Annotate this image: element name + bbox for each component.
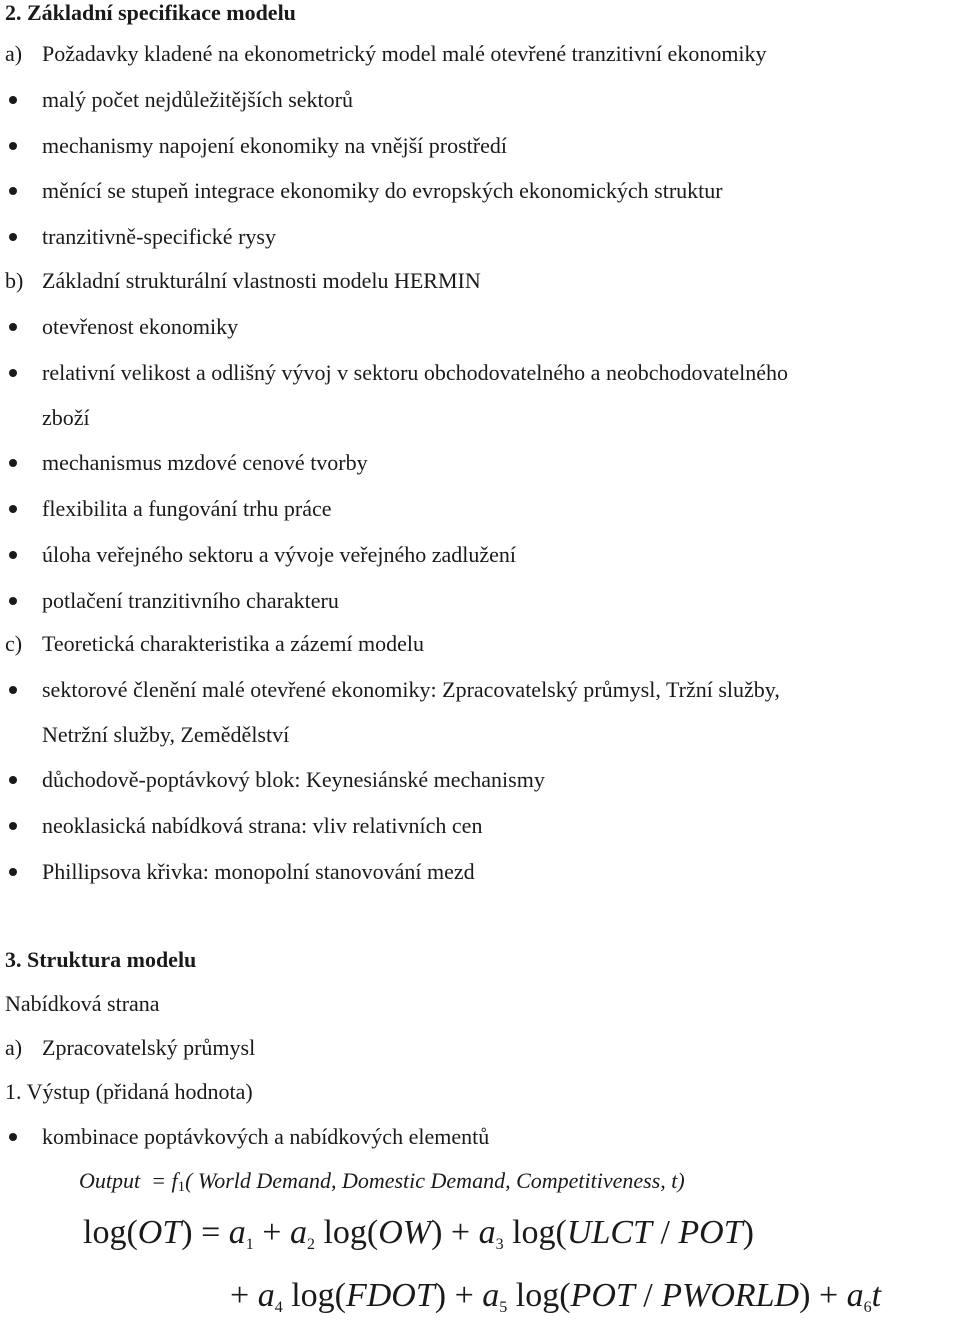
label-a: a) <box>5 41 23 66</box>
equation-line-1: $\log(OT) = a_1 + a_2$ $\log(OW) + a_3$ log(ULCT / POT) <box>83 1214 754 1253</box>
bullet-icon <box>9 822 17 830</box>
bullet-icon <box>9 551 17 559</box>
label-b: b) <box>5 268 24 293</box>
bullet-icon <box>9 686 17 694</box>
bullet-icon <box>9 1133 17 1141</box>
bullet-icon <box>9 233 17 241</box>
label-a-text: Požadavky kladené na ekonometrický model malé otevřené tranzitivní ekonomiky <box>42 41 767 66</box>
output-formula: Output = $f_1$( World Demand, Domestic Demand, Competitiveness, t) <box>79 1168 685 1195</box>
label-a: a) <box>5 1035 23 1060</box>
bullet-icon <box>9 323 17 331</box>
bullet-icon <box>9 459 17 467</box>
bullet-icon <box>9 776 17 784</box>
label-b-text: Základní strukturální vlastnosti modelu HERMIN <box>42 268 481 293</box>
bullet-icon <box>9 187 17 195</box>
bullet-icon <box>9 369 17 377</box>
bullet-icon <box>9 505 17 513</box>
bullet-icon <box>9 96 17 104</box>
bullet-icon <box>9 597 17 605</box>
bullet-icon <box>9 868 17 876</box>
bullet-icon <box>9 142 17 150</box>
label-a-text: Zpracovatelský průmysl <box>42 1035 256 1060</box>
label-c: c) <box>5 631 23 656</box>
equation-line-2: + $a_4$ log(FDOT) + $a_5$ log(POT / PWORLD) + $a_6t$ <box>230 1277 882 1316</box>
label-c-text: Teoretická charakteristika a zázemí modelu <box>42 631 425 656</box>
